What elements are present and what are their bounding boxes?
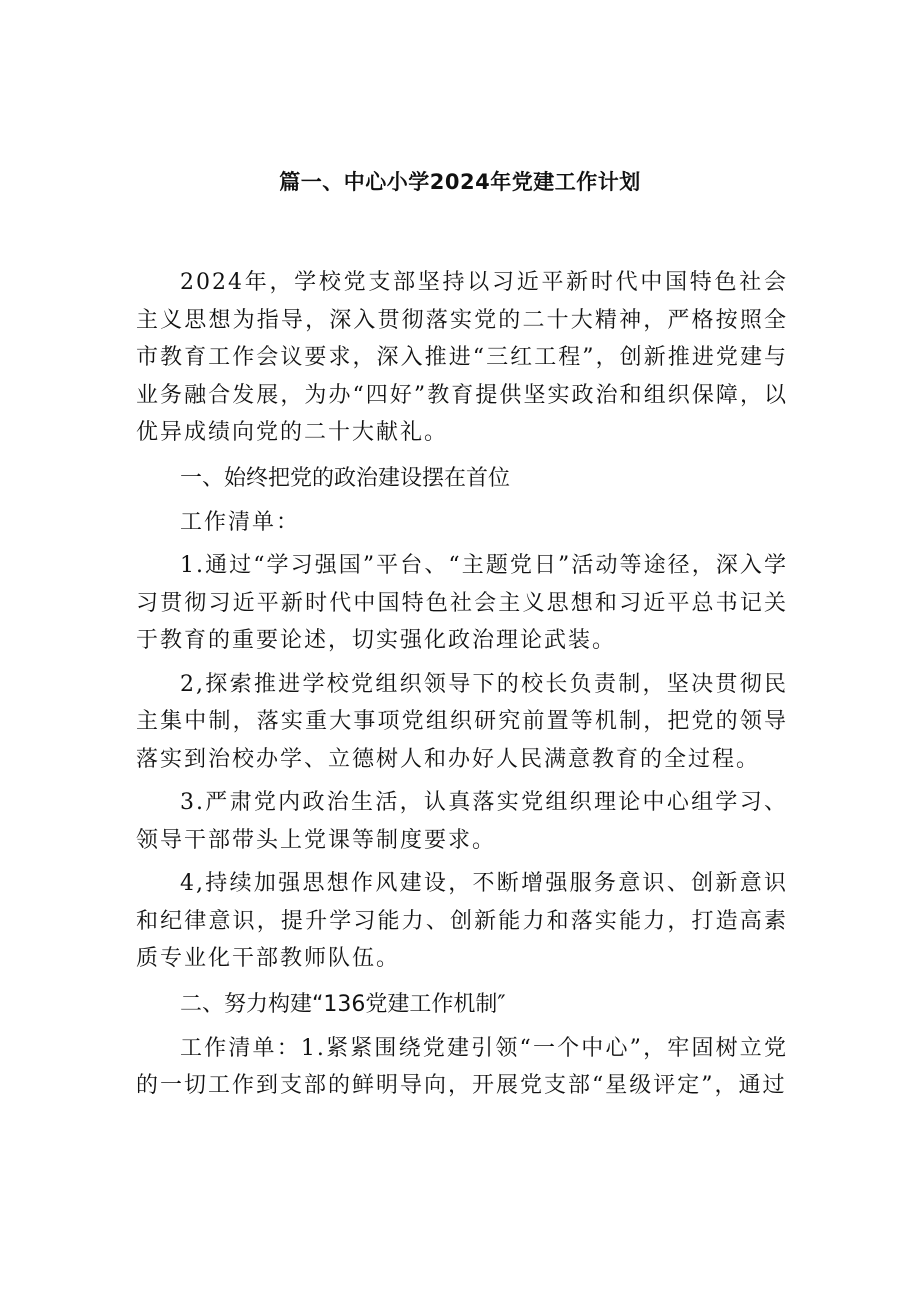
list-item-2: 2,探索推进学校党组织领导下的校长负责制，坚决贯彻民主集中制，落实重大事项党组织研究前置等机制，把党的领导落实到治校办学、立德树人和办好人民满意教育的全过程。 [136, 671, 788, 772]
document-title: 篇一、中心小学2024年党建工作计划 [279, 170, 641, 194]
section-heading-1: 一、始终把党的政治建设摆在首位 [180, 465, 511, 491]
list-item-4: 4,持续加强思想作风建设，不断增强服务意识、创新意识和纪律意识，提升学习能力、创新能力和落实能力，打造高素质专业化干部教师队伍。 [136, 871, 788, 971]
list-item-1: 1.通过“学习强国”平台、“主题党日”活动等途径，深入学习贯彻习近平新时代中国特色社会主义思想和习近平总书记关于教育的重要论述，切实强化政治理论武装。 [136, 553, 788, 653]
work-list-label: 工作清单： [180, 509, 301, 535]
intro-paragraph: 2024年，学校党支部坚持以习近平新时代中国特色社会主义思想为指导，深入贯彻落实党的二十大精神，严格按照全市教育工作会议要求，深入推进“三红工程”，创新推进党建与业务融合发展，为办“四好”教育提供坚实政治和组织保障，以优异成绩向党的二十大献礼。 [136, 270, 788, 445]
document-body [136, 264, 788, 1105]
list-item-3: 3.严肃党内政治生活，认真落实党组织理论中心组学习、领导干部带头上党课等制度要求。 [136, 790, 788, 853]
section-heading-2: 二、努力构建“136党建工作机制″ [180, 991, 506, 1017]
section2-paragraph: 工作清单：1.紧紧围绕党建引领“一个中心”，牢固树立党的一切工作到支部的鲜明导向，开展党支部“星级评定”，通过 [136, 1035, 788, 1098]
